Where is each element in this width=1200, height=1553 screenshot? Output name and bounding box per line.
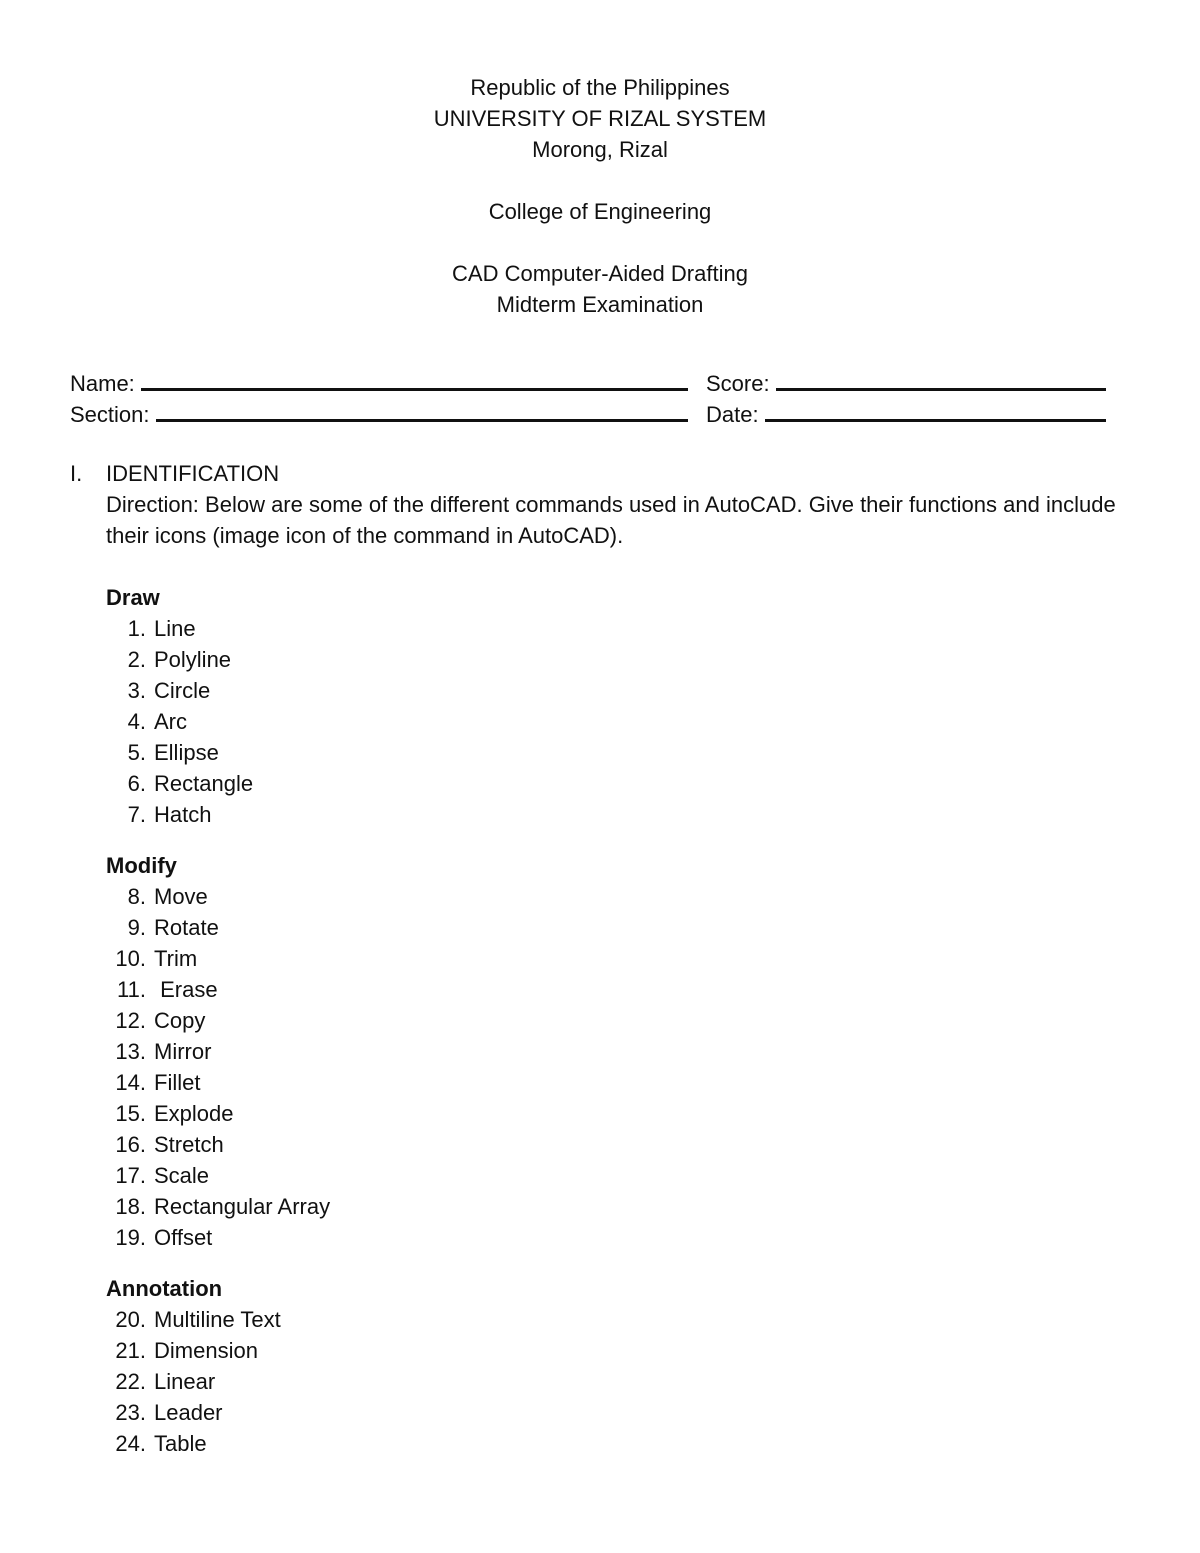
- section-field: [70, 399, 688, 430]
- header-location: Morong, Rizal: [532, 137, 668, 162]
- item-number: 14.: [115, 1070, 146, 1095]
- score-field: [706, 368, 1106, 399]
- item-label: Trim: [154, 946, 198, 971]
- list-item: [106, 675, 330, 706]
- field-row: [70, 368, 1110, 399]
- item-number: 18.: [115, 1194, 146, 1219]
- item-number: 3.: [127, 678, 146, 703]
- item-label: Scale: [154, 1163, 210, 1188]
- item-number: 16.: [115, 1132, 146, 1157]
- item-label: Table: [154, 1431, 207, 1456]
- name-label: Name:: [70, 371, 135, 396]
- item-number: 9.: [127, 915, 146, 940]
- score-label: Score:: [706, 371, 770, 396]
- item-label: Move: [154, 884, 208, 909]
- item-label: Line: [154, 616, 196, 641]
- item-label: Stretch: [154, 1132, 224, 1157]
- item-number: 7.: [127, 802, 146, 827]
- item-number: 13.: [115, 1039, 146, 1064]
- item-number: 23.: [115, 1400, 146, 1425]
- section-blank-line[interactable]: [156, 399, 689, 422]
- item-number: 19.: [115, 1225, 146, 1250]
- header-course: CAD Computer-Aided Drafting: [452, 261, 748, 286]
- section-direction: Direction: Below are some of the different commands used in AutoCAD. Give their functions and include their icons (image icon of the command in AutoCAD).: [106, 492, 1116, 548]
- list-item: [106, 1191, 330, 1222]
- list-item: [106, 1335, 330, 1366]
- item-number: 17.: [115, 1163, 146, 1188]
- list-item: [106, 974, 330, 1005]
- item-label: Polyline: [154, 647, 232, 672]
- list-item: [106, 1098, 330, 1129]
- list-item: [106, 1067, 330, 1098]
- item-label: Fillet: [154, 1070, 201, 1095]
- item-label: Linear: [154, 1369, 216, 1394]
- header-spacer: [0, 227, 1200, 258]
- date-label: Date:: [706, 402, 759, 427]
- item-number: 8.: [127, 884, 146, 909]
- item-label: Rectangular Array: [154, 1194, 331, 1219]
- item-number: 20.: [115, 1307, 146, 1332]
- item-label: Leader: [154, 1400, 223, 1425]
- item-label: Rotate: [154, 915, 219, 940]
- header-college: College of Engineering: [488, 199, 712, 224]
- item-number: 15.: [115, 1101, 146, 1126]
- list-item: [106, 1005, 330, 1036]
- list-item: [106, 1304, 330, 1335]
- list-item: [106, 912, 330, 943]
- header-university: UNIVERSITY OF RIZAL SYSTEM: [433, 106, 767, 131]
- item-label: Rectangle: [154, 771, 254, 796]
- item-number: 21.: [115, 1338, 146, 1363]
- item-label: Circle: [154, 678, 211, 703]
- list-item: [106, 613, 330, 644]
- section-title: IDENTIFICATION: [106, 461, 280, 486]
- item-number: 1.: [127, 616, 146, 641]
- list-item: [106, 1366, 330, 1397]
- item-number: 5.: [127, 740, 146, 765]
- command-group-modify: [106, 850, 330, 1253]
- section-heading: [70, 458, 1120, 489]
- item-number: 10.: [115, 946, 146, 971]
- name-blank-line[interactable]: [141, 368, 688, 391]
- list-item: [106, 1397, 330, 1428]
- item-number: 22.: [115, 1369, 146, 1394]
- list-item: [106, 644, 330, 675]
- list-item: [106, 737, 330, 768]
- list-item: [106, 1129, 330, 1160]
- item-label: Mirror: [154, 1039, 212, 1064]
- header-country: Republic of the Philippines: [470, 75, 730, 100]
- list-item: [106, 943, 330, 974]
- date-field: [706, 399, 1106, 430]
- command-groups: [106, 582, 330, 1479]
- list-item: [106, 799, 330, 830]
- list-item: [106, 1160, 330, 1191]
- item-label: Explode: [154, 1101, 234, 1126]
- item-number: 24.: [115, 1431, 146, 1456]
- item-label: Copy: [154, 1008, 206, 1033]
- command-group-draw: [106, 582, 330, 830]
- item-number: 4.: [127, 709, 146, 734]
- item-label: Arc: [154, 709, 187, 734]
- group-title: Modify: [106, 853, 177, 878]
- item-number: 12.: [115, 1008, 146, 1033]
- item-number: 2.: [127, 647, 146, 672]
- header-spacer: [0, 165, 1200, 196]
- item-label: Erase: [154, 977, 218, 1002]
- group-title: Annotation: [106, 1276, 223, 1301]
- list-item: [106, 881, 330, 912]
- item-label: Offset: [154, 1225, 213, 1250]
- item-number: 6.: [127, 771, 146, 796]
- score-blank-line[interactable]: [776, 368, 1106, 391]
- header-exam-title: Midterm Examination: [496, 292, 704, 317]
- list-item: [106, 768, 330, 799]
- date-blank-line[interactable]: [765, 399, 1106, 422]
- command-group-annotation: [106, 1273, 330, 1459]
- name-field: [70, 368, 688, 399]
- field-row: [70, 399, 1110, 430]
- list-item: [106, 706, 330, 737]
- group-title: Draw: [106, 585, 160, 610]
- list-item: [106, 1222, 330, 1253]
- item-label: Ellipse: [154, 740, 219, 765]
- section-label: Section:: [70, 402, 150, 427]
- section-number: I.: [70, 461, 83, 486]
- item-number: 11.: [117, 977, 146, 1002]
- list-item: [106, 1036, 330, 1067]
- student-info-fields: [70, 368, 1110, 430]
- item-label: Multiline Text: [154, 1307, 281, 1332]
- document-header: [0, 72, 1200, 320]
- item-label: Dimension: [154, 1338, 258, 1363]
- item-label: Hatch: [154, 802, 212, 827]
- identification-section: [70, 458, 1120, 551]
- list-item: [106, 1428, 330, 1459]
